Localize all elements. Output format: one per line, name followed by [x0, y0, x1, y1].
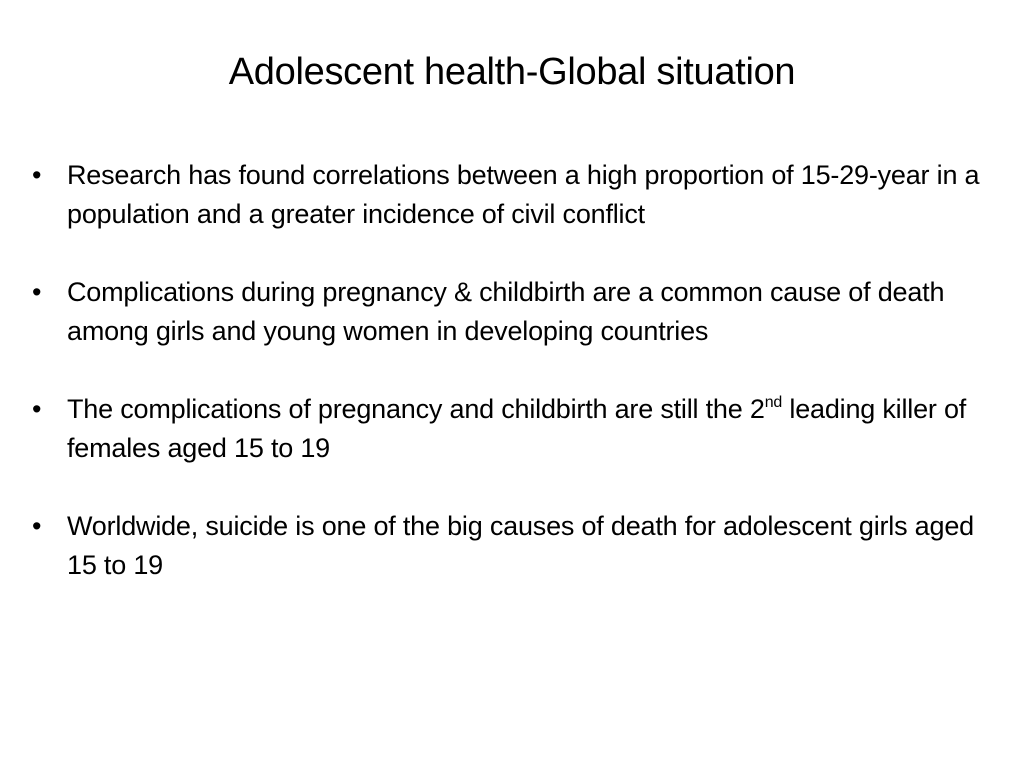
bullet-text: Research has found correlations between a high proportion of 15-29-year in a population and a greater incidence of civil conflict	[67, 160, 980, 229]
bullet-item	[32, 156, 1004, 234]
bullet-item	[32, 390, 1004, 468]
bullet-item	[32, 507, 1004, 585]
bullet-icon: •	[32, 160, 42, 190]
ordinal-superscript: nd	[764, 394, 783, 411]
bullet-icon: •	[32, 277, 42, 307]
bullet-icon: •	[32, 394, 42, 424]
bullet-text: Complications during pregnancy & childbirth are a common cause of death among girls and young women in developing countries	[67, 277, 945, 346]
bullet-text-after: leading killer of females aged 15 to 19	[67, 394, 967, 463]
bullet-text-before: The complications of pregnancy and childbirth are still the 2	[67, 394, 765, 424]
bullet-icon: •	[32, 511, 42, 541]
bullet-text: Worldwide, suicide is one of the big causes of death for adolescent girls aged 15 to 19	[67, 511, 974, 580]
slide-title: Adolescent health-Global situation	[228, 51, 796, 93]
bullet-item	[32, 273, 1004, 351]
bullet-list	[32, 156, 1004, 585]
